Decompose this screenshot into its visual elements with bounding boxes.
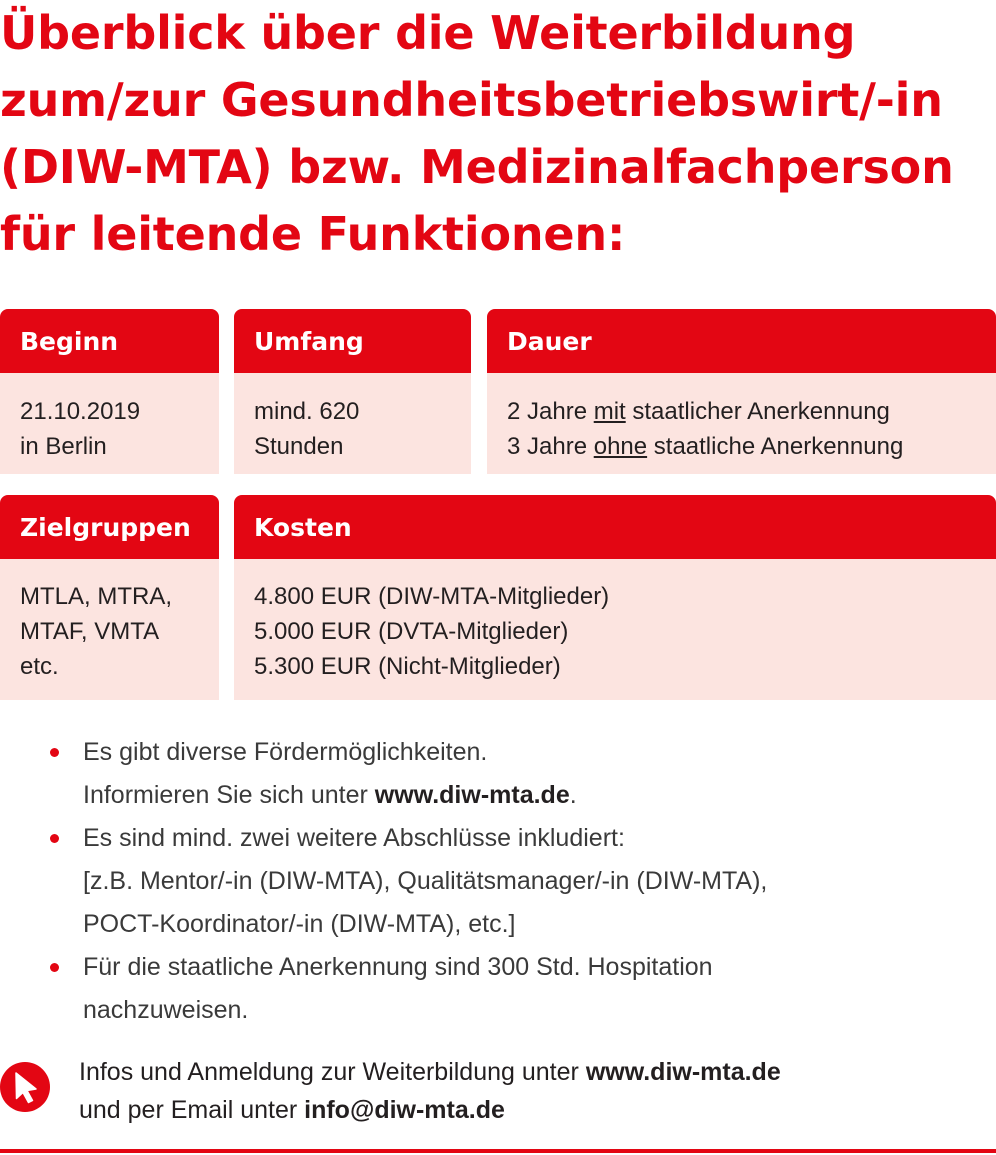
card-dauer-line-1 — [507, 394, 996, 429]
card-dauer-line-2 — [507, 429, 996, 464]
title-line: Überblick über die Weiterbildung — [0, 6, 856, 60]
bullet-line: nachzuweisen. — [83, 996, 249, 1024]
card-dauer-body — [487, 373, 996, 474]
info-bullet-list — [0, 731, 996, 1032]
card-dauer-heading: Dauer — [487, 309, 996, 373]
card-dauer — [487, 309, 996, 474]
card-kosten-line: 4.800 EUR (DIW-MTA-Mitglieder) — [254, 583, 610, 610]
text-segment: Infos und Anmeldung zur Weiterbildung unter — [79, 1058, 586, 1086]
card-kosten-line: 5.000 EUR (DVTA-Mitglieder) — [254, 618, 569, 645]
list-item — [0, 731, 996, 817]
contact-text — [79, 1053, 781, 1129]
cursor-click-icon — [0, 1062, 50, 1112]
card-beginn-line: in Berlin — [20, 433, 107, 460]
card-beginn-line: 21.10.2019 — [20, 398, 141, 425]
card-umfang-line: mind. 620 — [254, 398, 360, 425]
contact-line — [79, 1053, 781, 1091]
contact-line — [79, 1091, 781, 1129]
bullet-line: [z.B. Mentor/-in (DIW-MTA), Qualitätsmanager/-in (DIW-MTA), — [83, 867, 768, 895]
list-item — [0, 946, 996, 1032]
text-segment: und per Email unter — [79, 1096, 305, 1124]
card-beginn-body — [0, 373, 219, 474]
card-umfang — [234, 309, 471, 474]
title-line: für leitende Funktionen: — [0, 207, 626, 261]
card-zielgruppen-line: MTAF, VMTA — [20, 618, 160, 645]
list-item — [0, 817, 996, 946]
card-kosten-body — [234, 559, 996, 700]
card-umfang-line: Stunden — [254, 433, 344, 460]
email-link[interactable]: info@diw-mta.de — [304, 1096, 505, 1124]
card-kosten-line: 5.300 EUR (Nicht-Mitglieder) — [254, 653, 561, 680]
bullet-line — [83, 774, 996, 817]
card-zielgruppen-heading: Zielgruppen — [0, 495, 219, 559]
text-segment: . — [569, 781, 577, 809]
bottom-divider — [0, 1149, 996, 1153]
text-segment: 2 Jahre — [507, 398, 594, 425]
card-zielgruppen-line: MTLA, MTRA, — [20, 583, 173, 610]
title-line: zum/zur Gesundheitsbetriebswirt/-in — [0, 73, 943, 127]
title-line: (DIW-MTA) bzw. Medizinalfachperson — [0, 140, 954, 194]
card-zielgruppen-line: etc. — [20, 653, 59, 680]
card-zielgruppen-body — [0, 559, 219, 700]
bullet-line: Es sind mind. zwei weitere Abschlüsse inkludiert: — [83, 824, 625, 852]
card-umfang-body — [234, 373, 471, 474]
emphasis-mit: mit — [593, 398, 626, 425]
text-segment: staatlicher Anerkennung — [625, 398, 890, 425]
text-segment: staatliche Anerkennung — [647, 433, 904, 460]
card-kosten — [234, 495, 996, 700]
website-link[interactable]: www.diw-mta.de — [585, 1058, 781, 1086]
bullet-line: Für die staatliche Anerkennung sind 300 Std. Hospitation — [83, 953, 713, 981]
card-zielgruppen — [0, 495, 219, 700]
page-title — [0, 0, 996, 268]
bullet-line: Es gibt diverse Fördermöglichkeiten. — [83, 738, 488, 766]
card-beginn — [0, 309, 219, 474]
website-link[interactable]: www.diw-mta.de — [374, 781, 570, 809]
card-beginn-heading: Beginn — [0, 309, 219, 373]
text-segment: 3 Jahre — [507, 433, 594, 460]
card-kosten-heading: Kosten — [234, 495, 996, 559]
bullet-line: POCT-Koordinator/-in (DIW-MTA), etc.] — [83, 910, 516, 938]
card-umfang-heading: Umfang — [234, 309, 471, 373]
emphasis-ohne: ohne — [593, 433, 648, 460]
text-segment: Informieren Sie sich unter — [83, 781, 375, 809]
